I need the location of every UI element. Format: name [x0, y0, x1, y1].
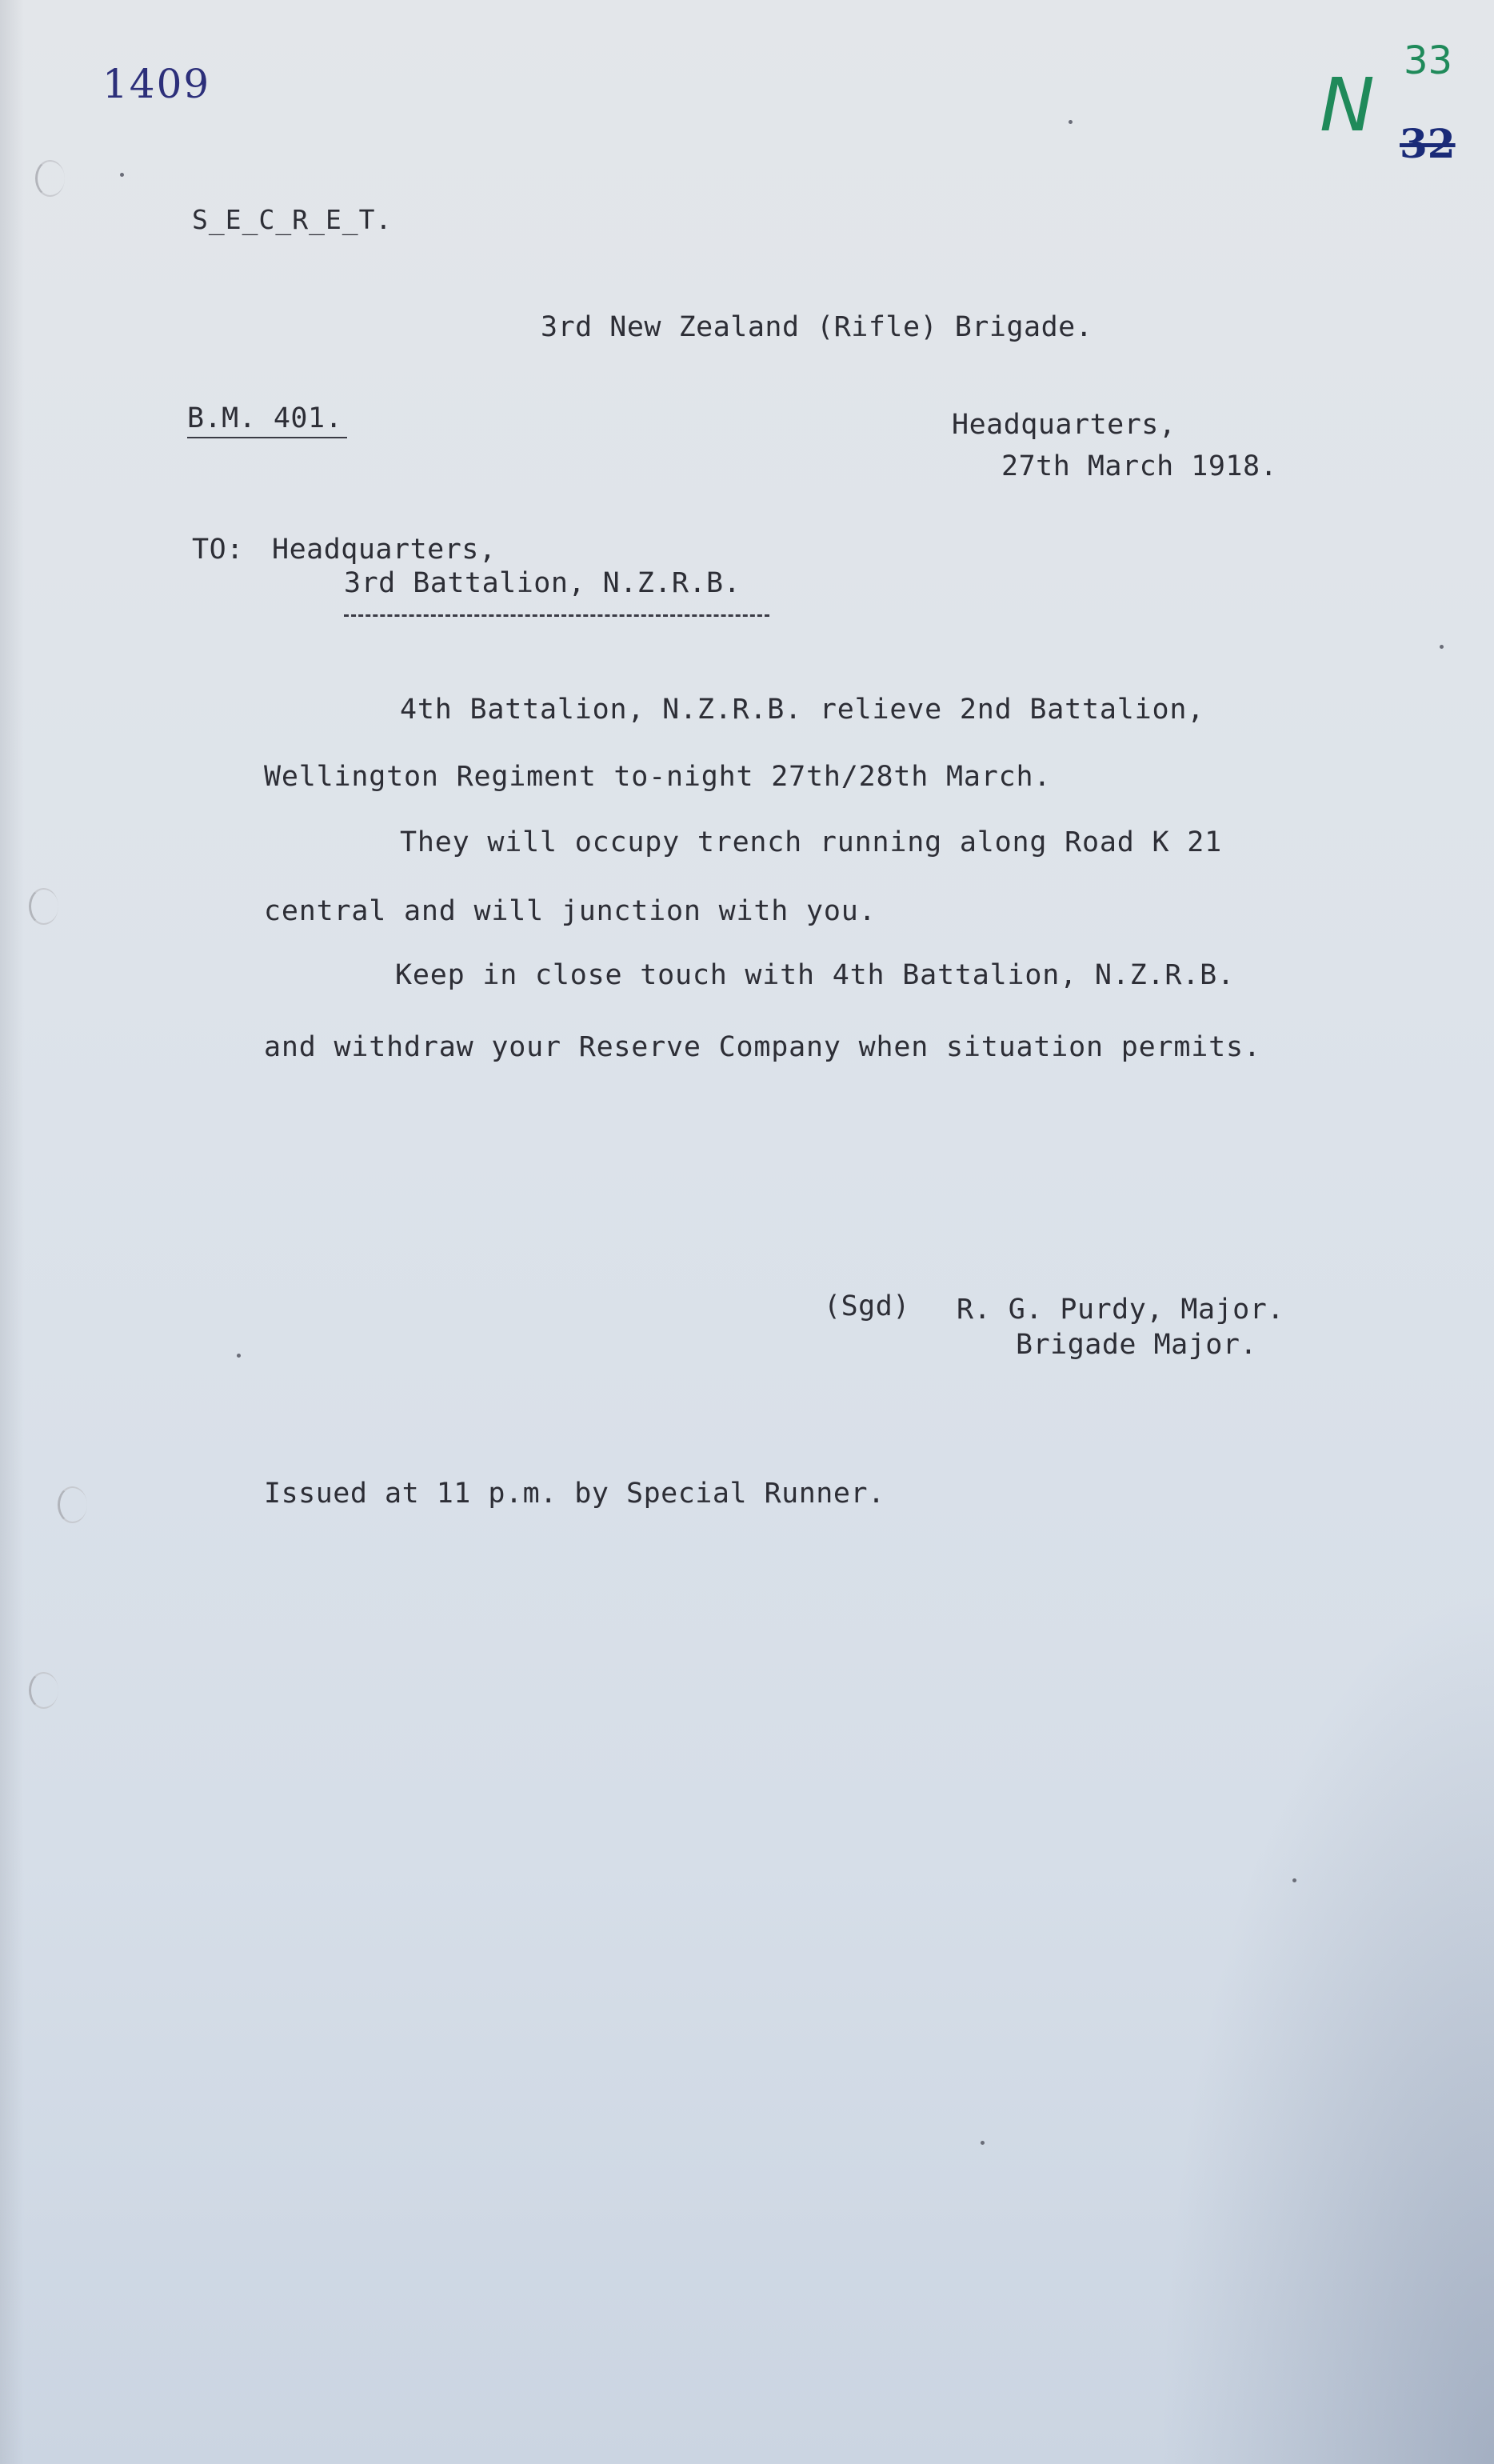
paper-speck [1440, 645, 1444, 649]
paper-speck [1292, 1878, 1296, 1882]
signatory-name: R. G. Purdy, Major. [957, 1294, 1284, 1326]
paper-speck [120, 173, 124, 177]
paper-speck [1069, 120, 1073, 124]
punch-hole [35, 160, 65, 197]
reference-underline [187, 437, 347, 438]
addressee-label: TO: [192, 534, 244, 566]
body-line: and withdraw your Reserve Company when situation permits. [264, 1031, 1261, 1063]
addressee-line-1: Headquarters, [272, 534, 497, 566]
signatory-title: Brigade Major. [1016, 1329, 1258, 1361]
issue-note: Issued at 11 p.m. by Special Runner. [264, 1478, 885, 1510]
reference-number: B.M. 401. [187, 402, 343, 434]
unit-heading: 3rd New Zealand (Rifle) Brigade. [541, 311, 1093, 343]
paper-speck [237, 1354, 241, 1358]
body-line: Wellington Regiment to-night 27th/28th March. [264, 761, 1052, 793]
page-edge-shadow [0, 0, 24, 2464]
folio-letter: N [1320, 62, 1375, 148]
addressee-line-2: 3rd Battalion, N.Z.R.B. [344, 567, 741, 599]
punch-hole [29, 1672, 58, 1709]
paper-speck [981, 2141, 985, 2145]
page-corner-shadow [1158, 1584, 1494, 2464]
folio-current-number: 33 [1404, 38, 1453, 83]
punch-hole [58, 1486, 87, 1523]
classification-heading: S_E_C_R_E_T. [192, 204, 393, 235]
signature-prefix: (Sgd) [824, 1290, 910, 1322]
addressee-dashed-underline [344, 614, 769, 617]
body-line: 4th Battalion, N.Z.R.B. relieve 2nd Battalion, [400, 694, 1205, 726]
origin-date: 27th March 1918. [1001, 450, 1278, 482]
folio-annotation [1320, 38, 1480, 166]
punch-hole [29, 888, 58, 925]
folio-struck-number: 32 [1400, 120, 1456, 167]
body-line: They will occupy trench running along Road K 21 [400, 826, 1222, 858]
origin-place: Headquarters, [952, 409, 1176, 441]
file-number: 1409 [102, 61, 211, 107]
body-line: central and will junction with you. [264, 895, 877, 927]
body-line: Keep in close touch with 4th Battalion, N.Z.R.B. [395, 959, 1235, 991]
